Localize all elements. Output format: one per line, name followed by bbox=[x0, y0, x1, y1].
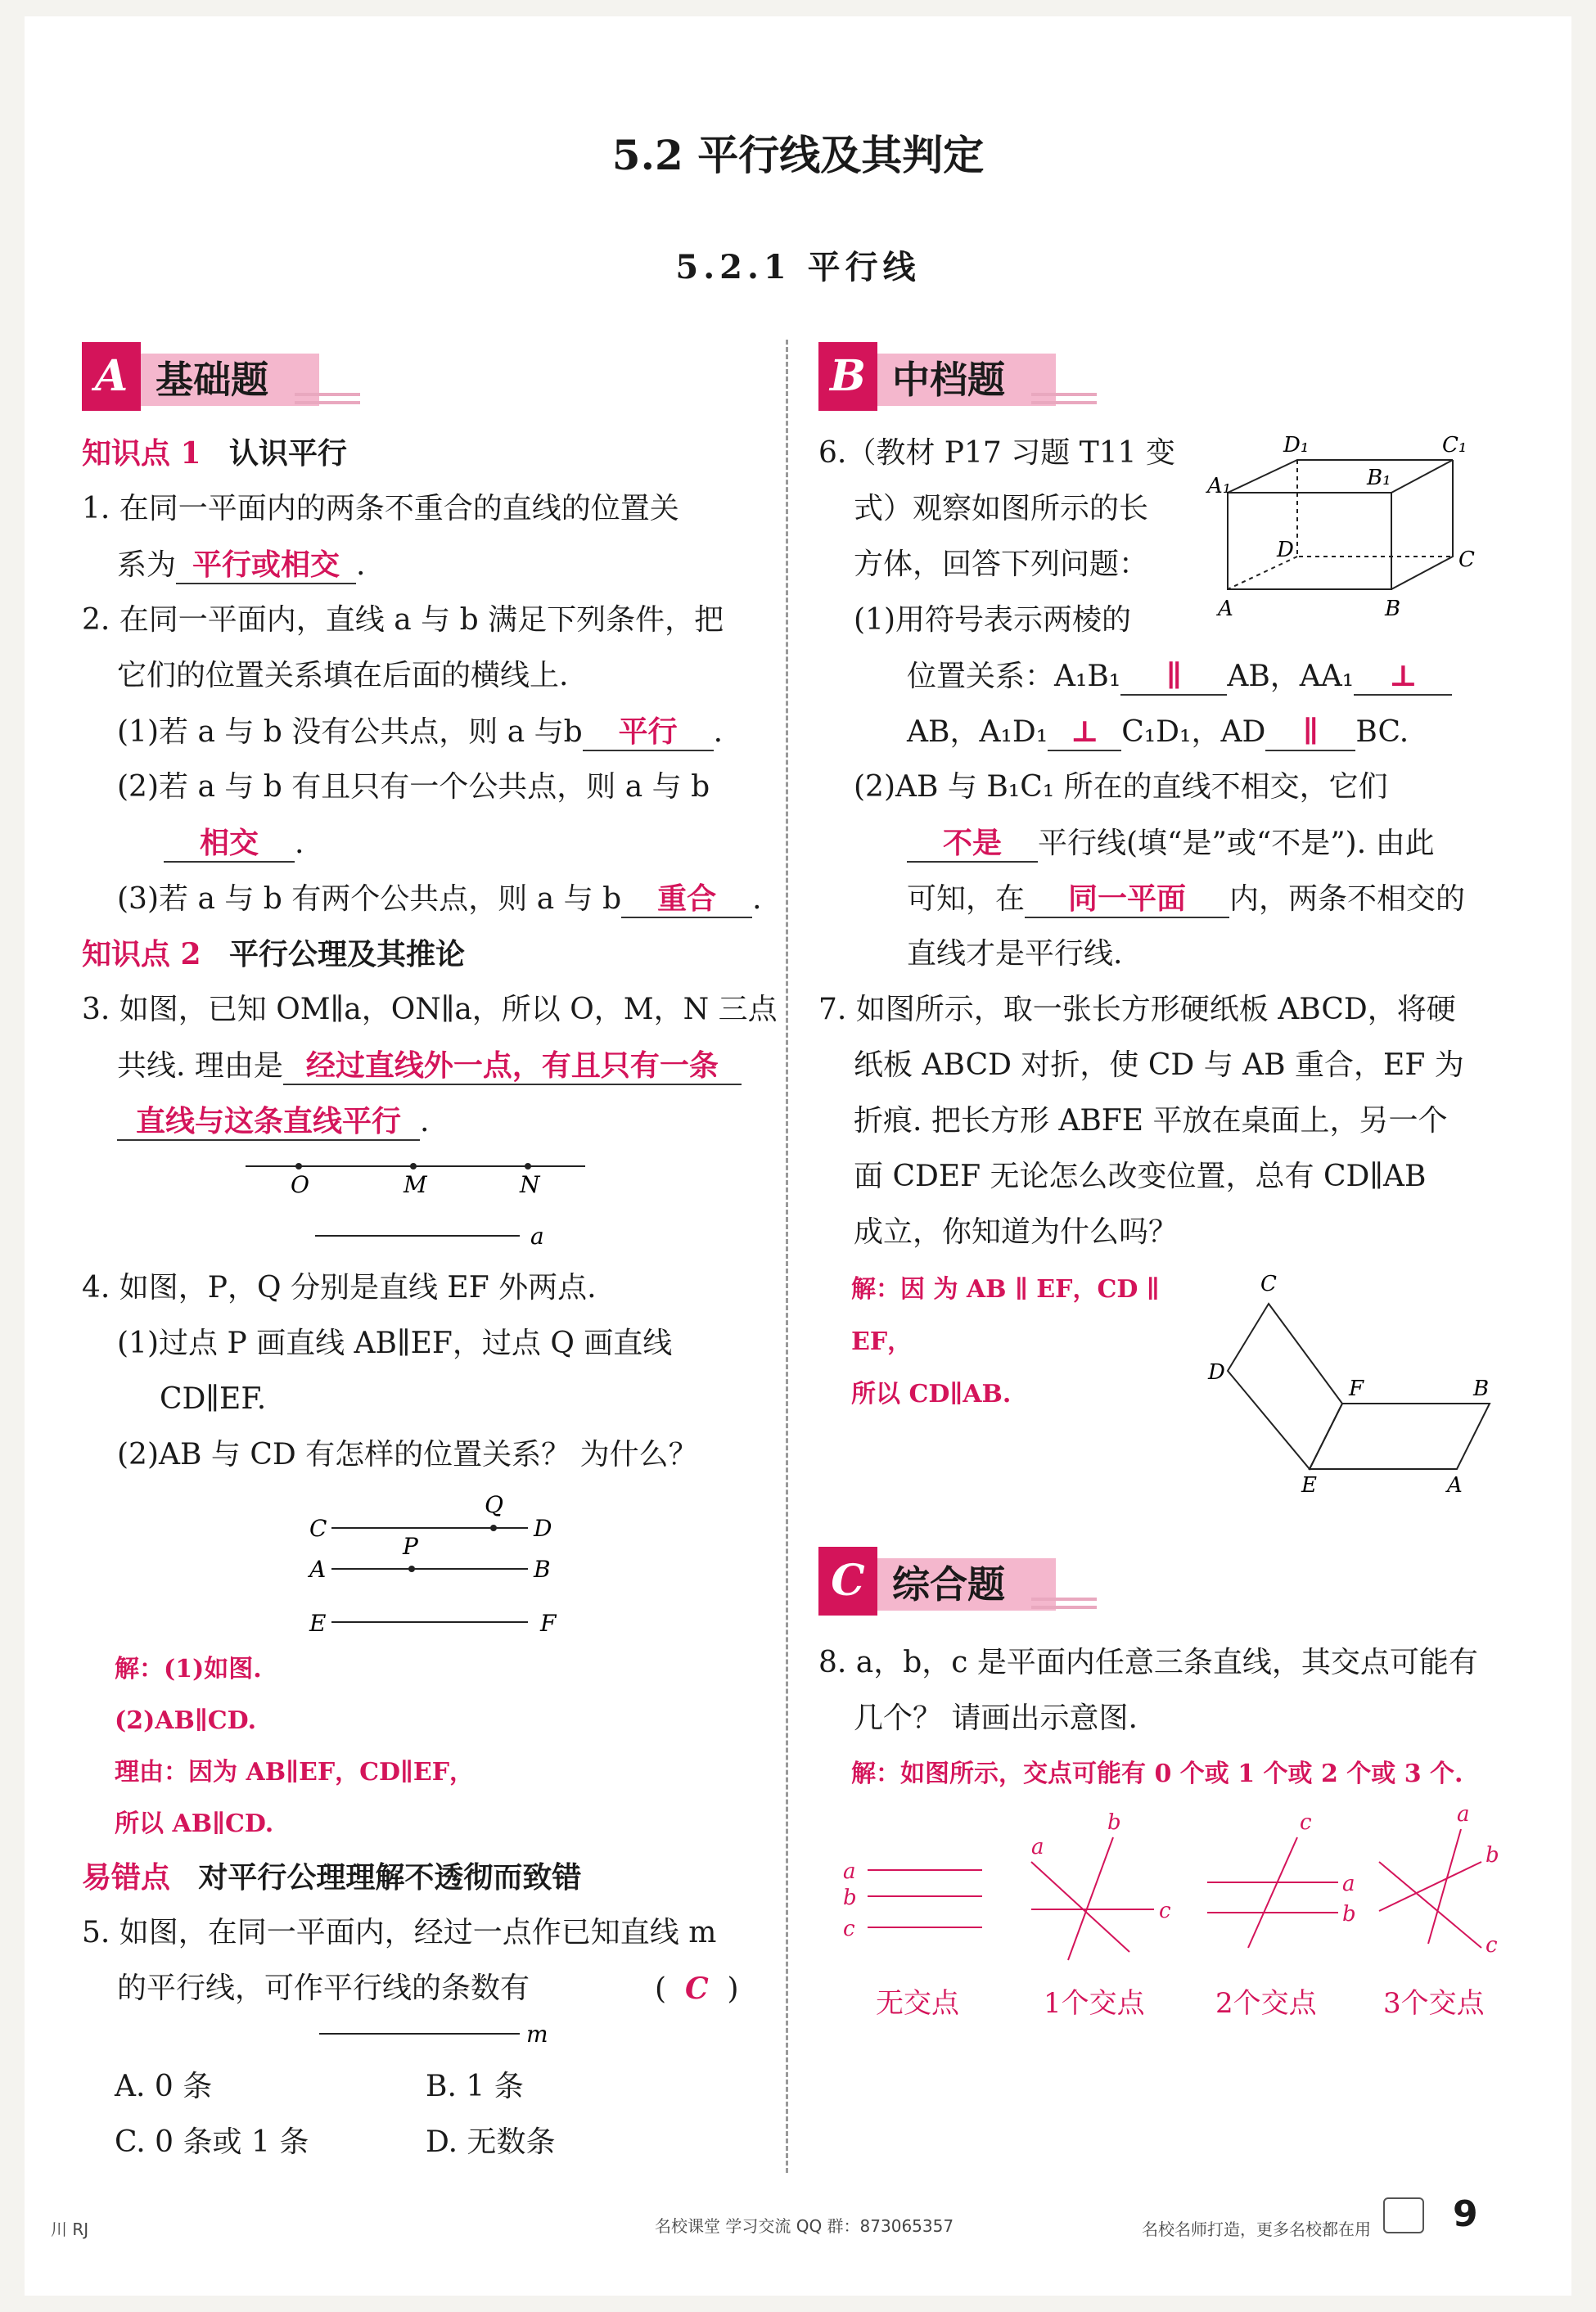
svg-text:c: c bbox=[843, 1917, 855, 1941]
q4-figure bbox=[303, 1485, 573, 1637]
diagram-one-intersection bbox=[1031, 1810, 1171, 1960]
svg-text:a: a bbox=[1457, 1805, 1470, 1827]
q7-line3: 折痕. 把长方形 ABFE 平放在桌面上，另一个 bbox=[854, 1104, 1448, 1138]
svg-text:Q: Q bbox=[485, 1491, 503, 1518]
q5-answer-bracket: ( C ) bbox=[655, 1972, 739, 2006]
q5-option-b: B. 1 条 bbox=[426, 2070, 524, 2103]
svg-text:B: B bbox=[534, 1556, 551, 1583]
q3-figure bbox=[237, 1150, 606, 1256]
svg-text:C: C bbox=[309, 1515, 327, 1542]
q6-answer2: ⊥ bbox=[1354, 658, 1452, 696]
svg-text:m: m bbox=[526, 2021, 548, 2048]
q5-figure bbox=[315, 2017, 561, 2050]
q6-answer5: 不是 bbox=[907, 825, 1038, 863]
q4-part1b: CD∥EF. bbox=[160, 1382, 267, 1416]
section-title: 5.2 平行线及其判定 bbox=[611, 131, 985, 179]
q2-answer3: 重合 bbox=[621, 881, 752, 918]
banner-b-label: 中档题 bbox=[868, 354, 1056, 406]
label-n: N bbox=[520, 1171, 540, 1198]
banner-a-label: 基础题 bbox=[131, 354, 319, 406]
caption-2: 2个交点 bbox=[1215, 1987, 1317, 2020]
q8-solution: 解：如图所示，交点可能有 0 个或 1 个或 2 个或 3 个. bbox=[851, 1760, 1463, 1788]
banner-c-label: 综合题 bbox=[868, 1558, 1056, 1611]
q7-figure bbox=[1203, 1264, 1514, 1502]
q4-part1a: (1)过点 P 画直线 AB∥EF，过点 Q 画直线 bbox=[117, 1327, 673, 1360]
svg-text:D₁: D₁ bbox=[1283, 433, 1310, 457]
q8-figure bbox=[835, 1805, 1514, 2009]
q2-answer1: 平行 bbox=[583, 714, 714, 751]
q6-line1: 6.（教材 P17 习题 T11 变 bbox=[818, 436, 1175, 470]
svg-text:E: E bbox=[1301, 1473, 1317, 1498]
q6-line3: 方体，回答下列问题： bbox=[854, 548, 1149, 581]
q4-solution-2: (2)AB∥CD. bbox=[115, 1706, 257, 1735]
q6-part2c: 可知，在 同一平面 内，两条不相交的 bbox=[907, 881, 1465, 918]
svg-text:P: P bbox=[403, 1533, 418, 1560]
q5-answer: C bbox=[684, 1972, 709, 2006]
caption-1: 1个交点 bbox=[1044, 1987, 1145, 2020]
footer-left: 川 RJ bbox=[51, 2220, 89, 2239]
q2-part1: (1)若 a 与 b 没有公共点，则 a 与b 平行 . bbox=[117, 714, 723, 751]
svg-text:D: D bbox=[1277, 538, 1294, 562]
q2-part3: (3)若 a 与 b 有两个公共点，则 a 与 b 重合 . bbox=[117, 881, 762, 918]
q6-line2: 式）观察如图所示的长 bbox=[854, 492, 1149, 525]
q3-answer2: 直线与这条直线平行 bbox=[117, 1103, 420, 1141]
svg-text:a: a bbox=[1031, 1835, 1044, 1859]
q3-line1: 3. 如图，已知 OM∥a，ON∥a，所以 O，M，N 三点 bbox=[82, 993, 778, 1026]
svg-text:c: c bbox=[1159, 1899, 1171, 1923]
svg-text:B: B bbox=[1385, 597, 1401, 621]
q6-part1c: AB，A₁D₁ ⊥ C₁D₁，AD ∥ BC. bbox=[907, 714, 1409, 751]
banner-c bbox=[818, 1547, 1093, 1620]
svg-text:b: b bbox=[843, 1886, 857, 1910]
q3-line2: 共线. 理由是 经过直线外一点，有且只有一条 bbox=[117, 1048, 742, 1085]
q6-cuboid-figure bbox=[1203, 426, 1498, 622]
q7-line1: 7. 如图所示，取一张长方形硬纸板 ABCD，将硬 bbox=[818, 993, 1456, 1026]
svg-text:a: a bbox=[843, 1859, 856, 1884]
svg-text:B: B bbox=[1473, 1377, 1490, 1401]
banner-c-letter: C bbox=[818, 1547, 877, 1616]
diagram-no-intersection bbox=[843, 1859, 982, 1941]
q2-part2-answer: 相交 . bbox=[164, 825, 304, 863]
diagram-three-intersections bbox=[1379, 1805, 1499, 1958]
footer-center: 名校课堂 学习交流 QQ 群：873065357 bbox=[655, 2216, 954, 2236]
q8-line1: 8. a，b，c 是平面内任意三条直线，其交点可能有 bbox=[818, 1646, 1478, 1679]
svg-text:c: c bbox=[1300, 1810, 1312, 1835]
svg-text:D: D bbox=[1208, 1360, 1225, 1385]
banner-b-letter: B bbox=[818, 342, 877, 411]
q2-line2: 它们的位置关系填在后面的横线上. bbox=[117, 659, 569, 692]
q6-part2a: (2)AB 与 B₁C₁ 所在的直线不相交，它们 bbox=[854, 770, 1388, 804]
q5-option-c: C. 0 条或 1 条 bbox=[115, 2125, 309, 2159]
label-o: O bbox=[291, 1171, 309, 1198]
svg-text:C: C bbox=[1260, 1272, 1277, 1296]
kp2-heading: 知识点 2 平行公理及其推论 bbox=[82, 937, 465, 971]
q7-line2: 纸板 ABCD 对折，使 CD 与 AB 重合，EF 为 bbox=[854, 1048, 1464, 1082]
q1-line1: 1. 在同一平面内的两条不重合的直线的位置关 bbox=[82, 492, 679, 525]
q5-line1: 5. 如图，在同一平面内，经过一点作已知直线 m bbox=[82, 1916, 717, 1949]
q1-answer: 平行或相交 bbox=[176, 547, 356, 584]
q2-line1: 2. 在同一平面内，直线 a 与 b 满足下列条件，把 bbox=[82, 603, 724, 637]
q4-solution-1: 解：(1)如图. bbox=[115, 1655, 262, 1683]
svg-text:b: b bbox=[1107, 1810, 1121, 1835]
svg-text:C₁: C₁ bbox=[1442, 433, 1468, 457]
q5-line2: 的平行线，可作平行线的条数有 bbox=[117, 1972, 530, 2005]
q4-line1: 4. 如图，P，Q 分别是直线 EF 外两点. bbox=[82, 1271, 597, 1305]
q4-solution-4: 所以 AB∥CD. bbox=[115, 1809, 274, 1838]
q7-line5: 成立，你知道为什么吗？ bbox=[854, 1215, 1179, 1249]
subsection-title: 5.2.1 平行线 bbox=[675, 248, 921, 286]
q6-part1b: 位置关系：A₁B₁ ∥ AB，AA₁ ⊥ bbox=[907, 658, 1452, 696]
kp3-heading: 易错点 对平行公理理解不透彻而致错 bbox=[82, 1860, 582, 1895]
svg-text:a: a bbox=[1342, 1872, 1355, 1896]
banner-b bbox=[818, 342, 1093, 416]
logo-icon bbox=[1383, 2197, 1424, 2233]
q7-solution-3: 所以 CD∥AB. bbox=[851, 1380, 1012, 1408]
q7-solution-1: 解：因 为 AB ∥ EF，CD ∥ bbox=[851, 1275, 1160, 1304]
q8-line2: 几个？ 请画出示意图. bbox=[854, 1701, 1138, 1735]
q6-answer4: ∥ bbox=[1265, 714, 1355, 751]
q7-solution-2: EF， bbox=[851, 1327, 913, 1356]
footer-right: 名校名师打造，更多名校都在用 bbox=[1142, 2220, 1371, 2239]
q4-solution-3: 理由：因为 AB∥EF，CD∥EF， bbox=[115, 1758, 475, 1787]
svg-text:D: D bbox=[534, 1515, 552, 1542]
caption-0: 无交点 bbox=[876, 1987, 959, 2020]
svg-text:c: c bbox=[1486, 1933, 1498, 1958]
q1-line2: 系为 平行或相交 . bbox=[117, 547, 365, 584]
svg-text:b: b bbox=[1486, 1843, 1499, 1868]
svg-text:A: A bbox=[309, 1556, 327, 1583]
q6-answer3: ⊥ bbox=[1048, 714, 1121, 751]
q4-part2: (2)AB 与 CD 有怎样的位置关系？ 为什么？ bbox=[117, 1438, 698, 1471]
q6-part2e: 直线才是平行线. bbox=[907, 937, 1123, 971]
svg-text:A: A bbox=[1447, 1473, 1463, 1498]
svg-text:A₁: A₁ bbox=[1207, 474, 1232, 498]
page-number: 9 bbox=[1453, 2193, 1478, 2235]
svg-text:F: F bbox=[1349, 1377, 1364, 1401]
q6-part1a: (1)用符号表示两棱的 bbox=[854, 603, 1131, 637]
banner-a bbox=[82, 342, 356, 416]
q3-answer1: 经过直线外一点，有且只有一条 bbox=[283, 1048, 742, 1085]
label-m: M bbox=[404, 1171, 427, 1198]
svg-text:A: A bbox=[1218, 597, 1233, 621]
kp1-heading: 知识点 1 认识平行 bbox=[82, 436, 347, 471]
svg-text:C: C bbox=[1458, 548, 1475, 572]
q6-answer6: 同一平面 bbox=[1025, 881, 1229, 918]
caption-3: 3个交点 bbox=[1383, 1987, 1485, 2020]
q6-part2b: 不是 平行线(填“是”或“不是”). 由此 bbox=[907, 825, 1435, 863]
banner-a-letter: A bbox=[82, 342, 141, 411]
diagram-two-intersections bbox=[1207, 1810, 1356, 1948]
q6-answer1: ∥ bbox=[1120, 658, 1227, 696]
q7-line4: 面 CDEF 无论怎么改变位置，总有 CD∥AB bbox=[854, 1160, 1427, 1193]
svg-text:B₁: B₁ bbox=[1367, 466, 1391, 490]
svg-text:E: E bbox=[309, 1610, 327, 1637]
label-a: a bbox=[530, 1223, 544, 1250]
column-divider bbox=[786, 340, 788, 2173]
svg-text:b: b bbox=[1342, 1902, 1356, 1927]
q3-line3: 直线与这条直线平行 . bbox=[117, 1103, 429, 1141]
q2-part2: (2)若 a 与 b 有且只有一个公共点，则 a 与 b bbox=[117, 770, 710, 804]
svg-text:F: F bbox=[540, 1610, 557, 1637]
q5-option-d: D. 无数条 bbox=[426, 2125, 556, 2159]
q5-option-a: A. 0 条 bbox=[115, 2070, 213, 2103]
